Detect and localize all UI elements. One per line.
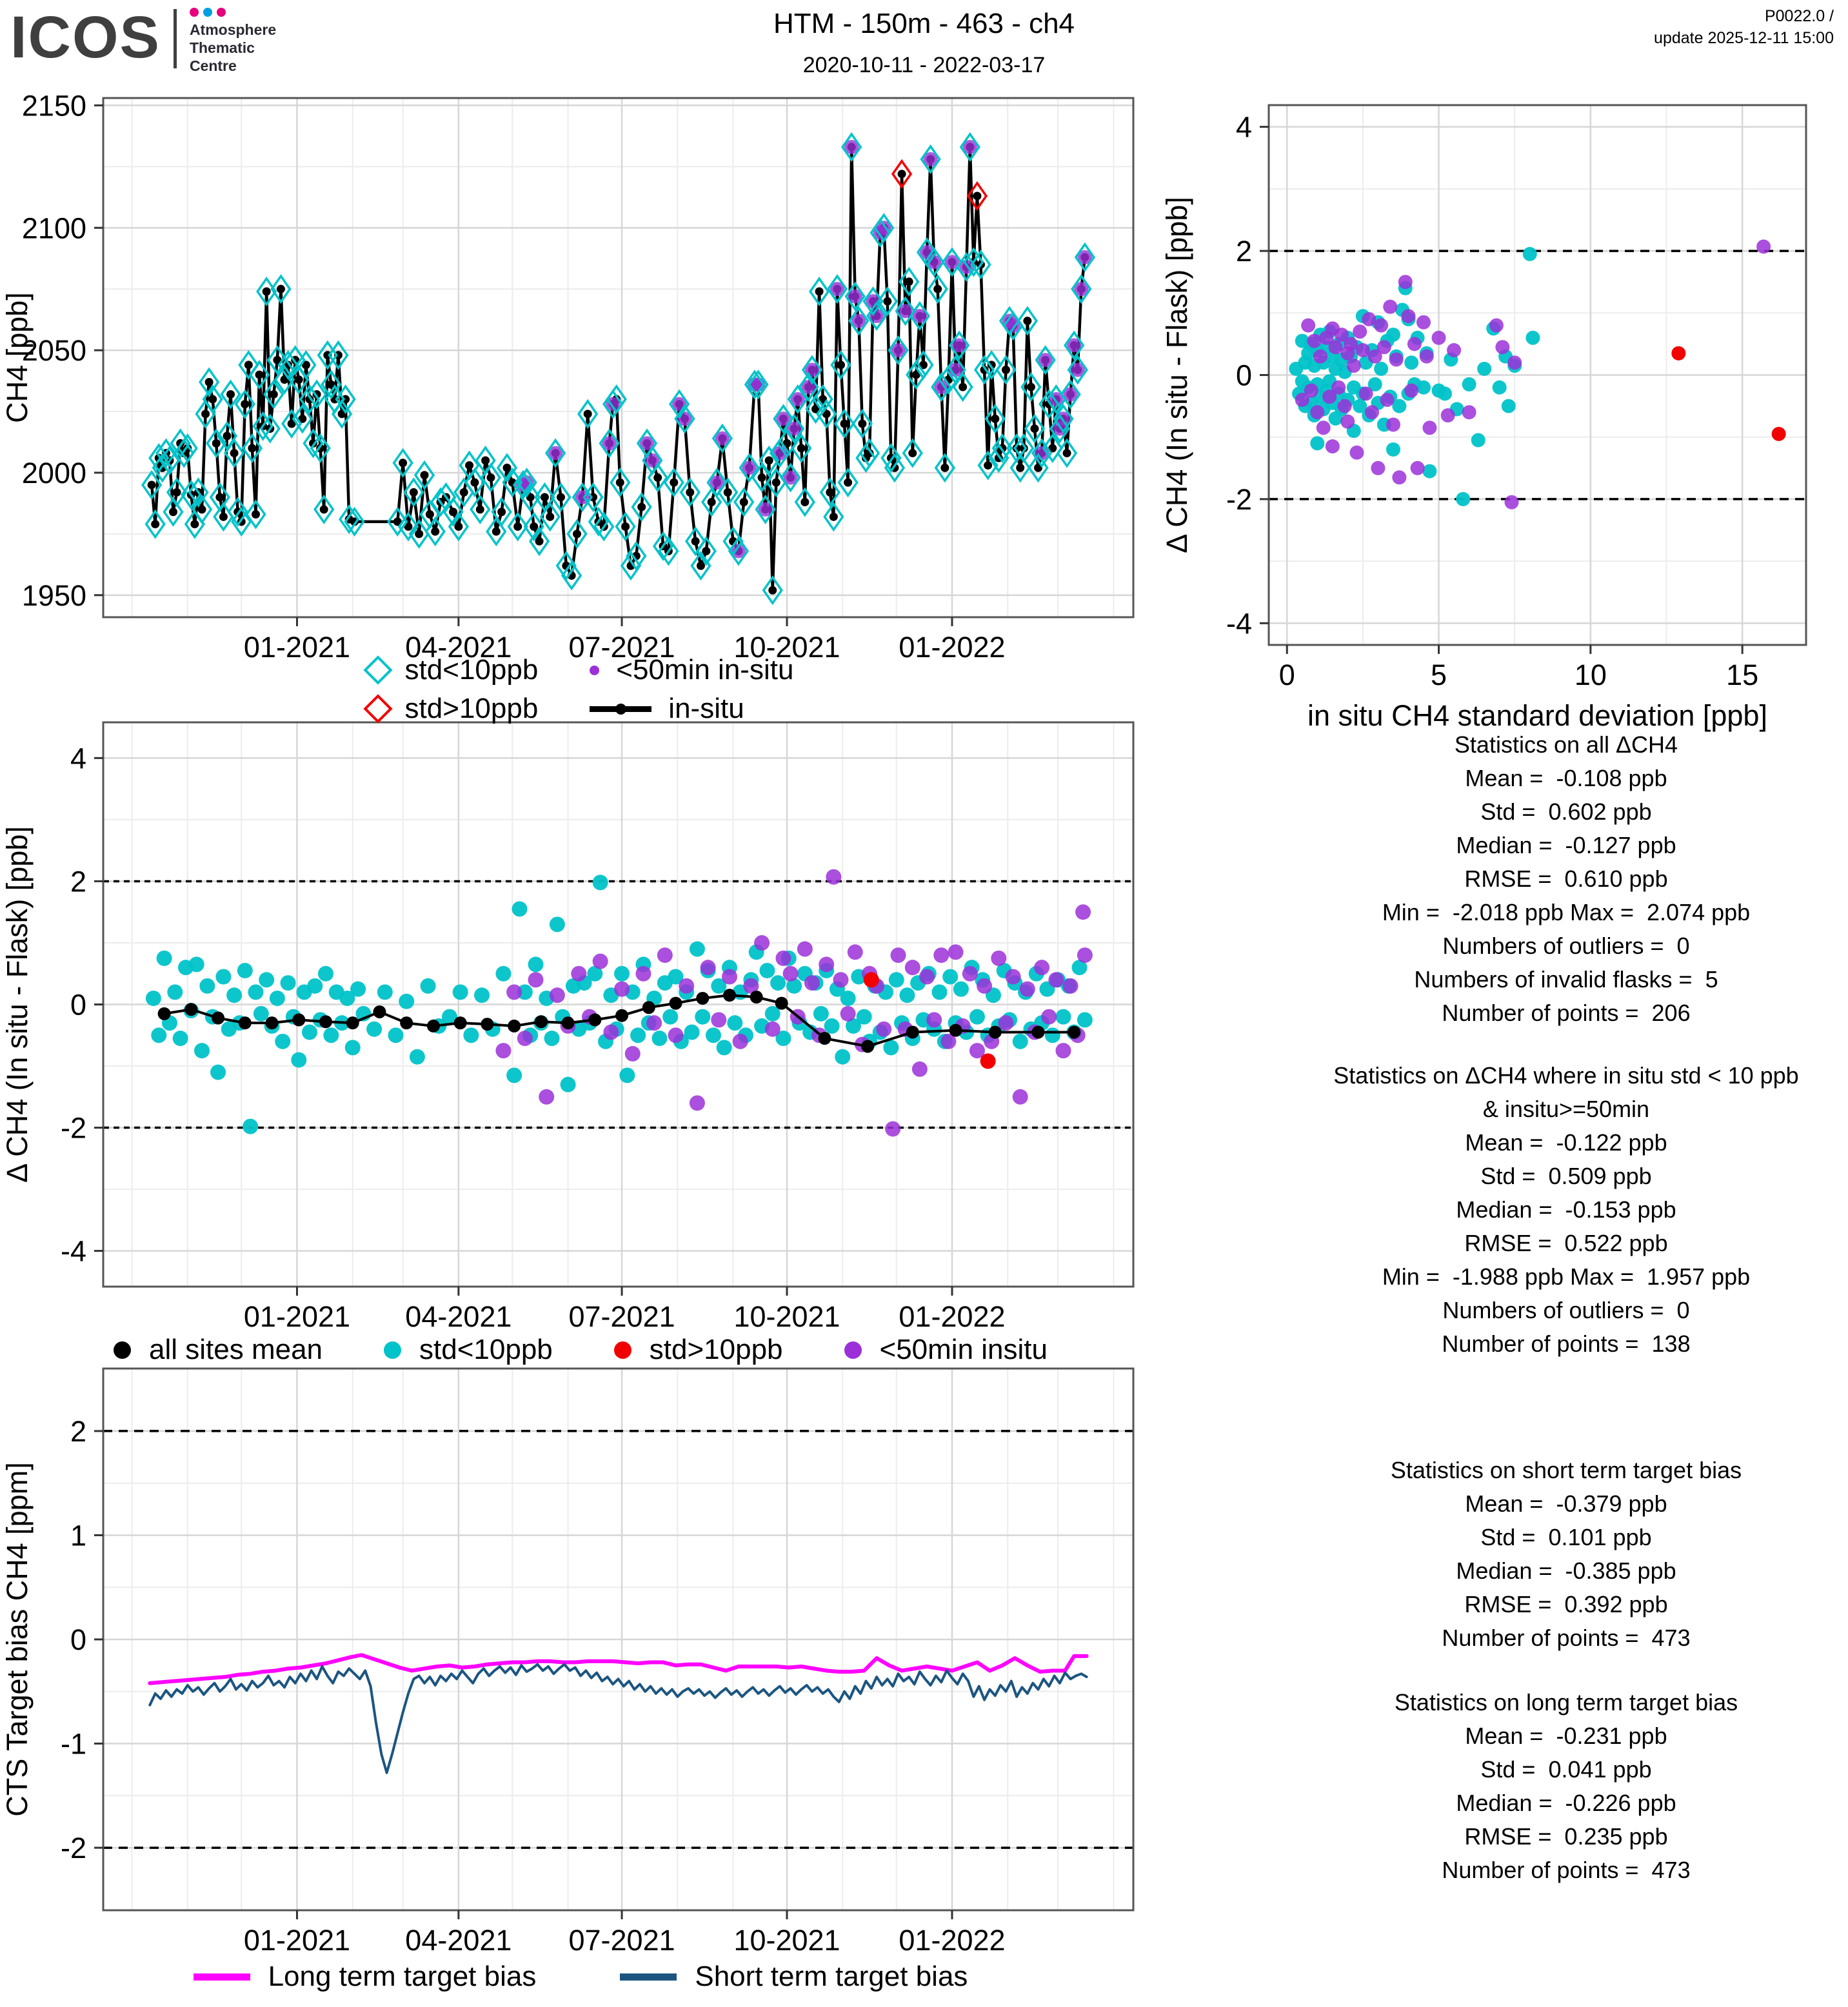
stat-line: Mean = -0.108 ppb bbox=[1465, 765, 1667, 791]
svg-text:04-2021: 04-2021 bbox=[405, 1924, 512, 1954]
logo-subtext-line: Thematic bbox=[189, 39, 255, 56]
stat-line: RMSE = 0.392 ppb bbox=[1464, 1591, 1668, 1617]
stat-line: Std = 0.101 ppb bbox=[1480, 1524, 1652, 1550]
version-update-stamp bbox=[1654, 5, 1834, 49]
stats-long-term-bias bbox=[1282, 1686, 1848, 1887]
legend-item-std-lt10 bbox=[384, 1334, 553, 1366]
stat-line: Median = -0.385 ppb bbox=[1456, 1557, 1676, 1584]
red-diamond-icon bbox=[363, 694, 392, 723]
legend-item-insitu bbox=[590, 693, 793, 725]
svg-text:07-2021: 07-2021 bbox=[568, 1300, 675, 1333]
stat-line: Mean = -0.122 ppb bbox=[1465, 1129, 1667, 1156]
legend-label: std<10ppb bbox=[419, 1334, 553, 1365]
stat-line: Number of points = 206 bbox=[1442, 1000, 1691, 1026]
svg-text:4: 4 bbox=[1235, 110, 1252, 144]
darkblue-line-icon bbox=[620, 1973, 677, 1981]
black-dot-icon bbox=[114, 1341, 131, 1359]
stat-line: Median = -0.226 ppb bbox=[1456, 1790, 1676, 1816]
svg-text:0: 0 bbox=[70, 1623, 86, 1656]
svg-text:2050: 2050 bbox=[21, 334, 86, 368]
svg-text:0: 0 bbox=[70, 988, 86, 1022]
svg-text:04-2021: 04-2021 bbox=[405, 1300, 512, 1333]
stat-line: Mean = -0.231 ppb bbox=[1465, 1723, 1667, 1749]
svg-text:01-2022: 01-2022 bbox=[899, 1300, 1006, 1333]
svg-text:01-2022: 01-2022 bbox=[899, 1924, 1006, 1954]
legend-item-lt50min bbox=[844, 1334, 1048, 1366]
legend-item-long-term bbox=[194, 1961, 537, 1993]
stats-title: & insitu>=50min bbox=[1482, 1096, 1650, 1122]
magenta-line-icon bbox=[194, 1973, 250, 1981]
ch4-legend bbox=[0, 654, 1161, 725]
bias-legend bbox=[0, 1961, 1161, 1993]
legend-item-mean bbox=[114, 1334, 323, 1366]
stat-line: Number of points = 473 bbox=[1442, 1857, 1691, 1883]
stat-line: Number of points = 473 bbox=[1442, 1625, 1691, 1651]
target-bias-chart bbox=[0, 1354, 1161, 1954]
legend-item-std-gt10 bbox=[368, 693, 539, 725]
stat-line: Median = -0.127 ppb bbox=[1456, 832, 1676, 858]
svg-text:CTS Target bias CH4 [ppm]: CTS Target bias CH4 [ppm] bbox=[1, 1462, 34, 1817]
svg-text:10-2021: 10-2021 bbox=[733, 631, 840, 664]
svg-text:1: 1 bbox=[70, 1519, 86, 1552]
svg-text:2: 2 bbox=[70, 865, 86, 898]
update-timestamp: update 2025-12-11 15:00 bbox=[1654, 29, 1834, 47]
stat-line: Median = -0.153 ppb bbox=[1456, 1196, 1676, 1223]
stats-title: Statistics on all ΔCH4 bbox=[1454, 731, 1678, 758]
svg-text:0: 0 bbox=[1235, 359, 1252, 392]
legend-label: <50min insitu bbox=[879, 1334, 1048, 1365]
stats-title: Statistics on long term target bias bbox=[1394, 1689, 1738, 1715]
legend-label: in-situ bbox=[668, 693, 744, 724]
svg-text:01-2021: 01-2021 bbox=[243, 631, 351, 664]
stats-title: Statistics on short term target bias bbox=[1390, 1457, 1742, 1483]
legend-item-short-term bbox=[620, 1961, 968, 1993]
legend-item-std-gt10 bbox=[614, 1334, 783, 1366]
red-dot-icon bbox=[614, 1341, 631, 1359]
svg-text:4: 4 bbox=[70, 742, 86, 775]
stat-line: RMSE = 0.610 ppb bbox=[1464, 865, 1668, 892]
ch4-timeseries-chart bbox=[0, 84, 1161, 671]
svg-text:Δ CH4 (In situ - Flask) [ppb]: Δ CH4 (In situ - Flask) [ppb] bbox=[1160, 197, 1193, 553]
version-id: P0022.0 / bbox=[1764, 7, 1834, 25]
legend-item-std-lt10 bbox=[368, 654, 539, 686]
svg-text:1950: 1950 bbox=[21, 578, 86, 612]
delta-vs-std-chart bbox=[1155, 84, 1848, 735]
svg-text:Δ CH4 (In situ - Flask) [ppb]: Δ CH4 (In situ - Flask) [ppb] bbox=[1, 826, 34, 1183]
delta-timeseries-chart bbox=[0, 709, 1161, 1335]
date-range-subtitle: 2020-10-11 - 2022-03-17 bbox=[802, 53, 1046, 77]
svg-text:2: 2 bbox=[1235, 235, 1252, 268]
logo-subtext-line: Centre bbox=[189, 57, 237, 74]
svg-text:04-2021: 04-2021 bbox=[405, 631, 512, 664]
svg-text:2150: 2150 bbox=[21, 89, 86, 123]
legend-label: <50min in-situ bbox=[616, 654, 794, 686]
legend-label: Long term target bias bbox=[268, 1961, 537, 1992]
stat-line: RMSE = 0.235 ppb bbox=[1464, 1823, 1668, 1850]
page-title: HTM - 150m - 463 - ch4 bbox=[773, 8, 1075, 39]
legend-label: std>10ppb bbox=[404, 693, 539, 724]
legend-label: Short term target bias bbox=[695, 1961, 968, 1992]
legend-label: all sites mean bbox=[149, 1334, 323, 1365]
svg-text:01-2021: 01-2021 bbox=[243, 1300, 351, 1333]
legend-label: std<10ppb bbox=[404, 654, 539, 686]
svg-text:07-2021: 07-2021 bbox=[568, 1924, 675, 1954]
svg-text:-2: -2 bbox=[1226, 482, 1252, 516]
svg-text:10: 10 bbox=[1574, 658, 1607, 691]
stat-line: Numbers of outliers = 0 bbox=[1442, 933, 1690, 959]
purple-dot-icon bbox=[844, 1341, 862, 1359]
stats-short-term-bias bbox=[1282, 1454, 1848, 1655]
stats-filtered-dch4 bbox=[1282, 1059, 1848, 1361]
delta-legend bbox=[0, 1334, 1161, 1366]
svg-text:CH4 [ppb]: CH4 [ppb] bbox=[1, 292, 34, 423]
svg-text:2000: 2000 bbox=[21, 456, 86, 489]
legend-item-lt50min bbox=[590, 654, 793, 686]
svg-text:01-2022: 01-2022 bbox=[899, 631, 1006, 664]
svg-text:-2: -2 bbox=[60, 1111, 86, 1145]
stat-line: Mean = -0.379 ppb bbox=[1465, 1490, 1667, 1517]
black-line-icon bbox=[590, 706, 651, 712]
stat-line: Number of points = 138 bbox=[1442, 1330, 1691, 1357]
stat-line: RMSE = 0.522 ppb bbox=[1464, 1230, 1668, 1256]
svg-text:-4: -4 bbox=[60, 1234, 86, 1268]
logo-subtext-line: Atmosphere bbox=[189, 21, 277, 38]
svg-text:01-2021: 01-2021 bbox=[243, 1924, 351, 1954]
stat-line: Std = 0.602 ppb bbox=[1480, 798, 1652, 825]
svg-text:2: 2 bbox=[70, 1414, 86, 1448]
stat-line: Min = -2.018 ppb Max = 2.074 ppb bbox=[1382, 899, 1751, 925]
stat-line: Std = 0.509 ppb bbox=[1480, 1163, 1652, 1189]
stat-line: Std = 0.041 ppb bbox=[1480, 1756, 1652, 1783]
svg-text:10-2021: 10-2021 bbox=[733, 1300, 840, 1333]
cyan-dot-icon bbox=[384, 1341, 401, 1359]
svg-text:5: 5 bbox=[1431, 658, 1447, 691]
svg-text:15: 15 bbox=[1726, 658, 1759, 691]
stat-line: Numbers of outliers = 0 bbox=[1442, 1297, 1690, 1323]
stats-title: Statistics on ΔCH4 where in situ std < 10 ppb bbox=[1333, 1062, 1799, 1089]
svg-text:in situ CH4 standard deviation: in situ CH4 standard deviation [ppb] bbox=[1307, 699, 1767, 732]
icos-logo-text: ICOS bbox=[10, 5, 161, 70]
purple-dot-icon bbox=[590, 666, 599, 675]
stat-line: Min = -1.988 ppb Max = 1.957 ppb bbox=[1382, 1263, 1751, 1290]
stats-all-dch4 bbox=[1282, 728, 1848, 1030]
svg-text:2100: 2100 bbox=[21, 212, 86, 245]
legend-label: std>10ppb bbox=[649, 1334, 783, 1365]
svg-text:07-2021: 07-2021 bbox=[568, 631, 675, 664]
stat-line: Numbers of invalid flasks = 5 bbox=[1414, 966, 1718, 993]
svg-text:10-2021: 10-2021 bbox=[733, 1924, 840, 1954]
svg-text:-4: -4 bbox=[1226, 607, 1252, 640]
cyan-diamond-icon bbox=[363, 655, 392, 684]
svg-text:-1: -1 bbox=[60, 1727, 86, 1761]
svg-text:0: 0 bbox=[1278, 658, 1295, 691]
svg-text:-2: -2 bbox=[60, 1832, 86, 1865]
